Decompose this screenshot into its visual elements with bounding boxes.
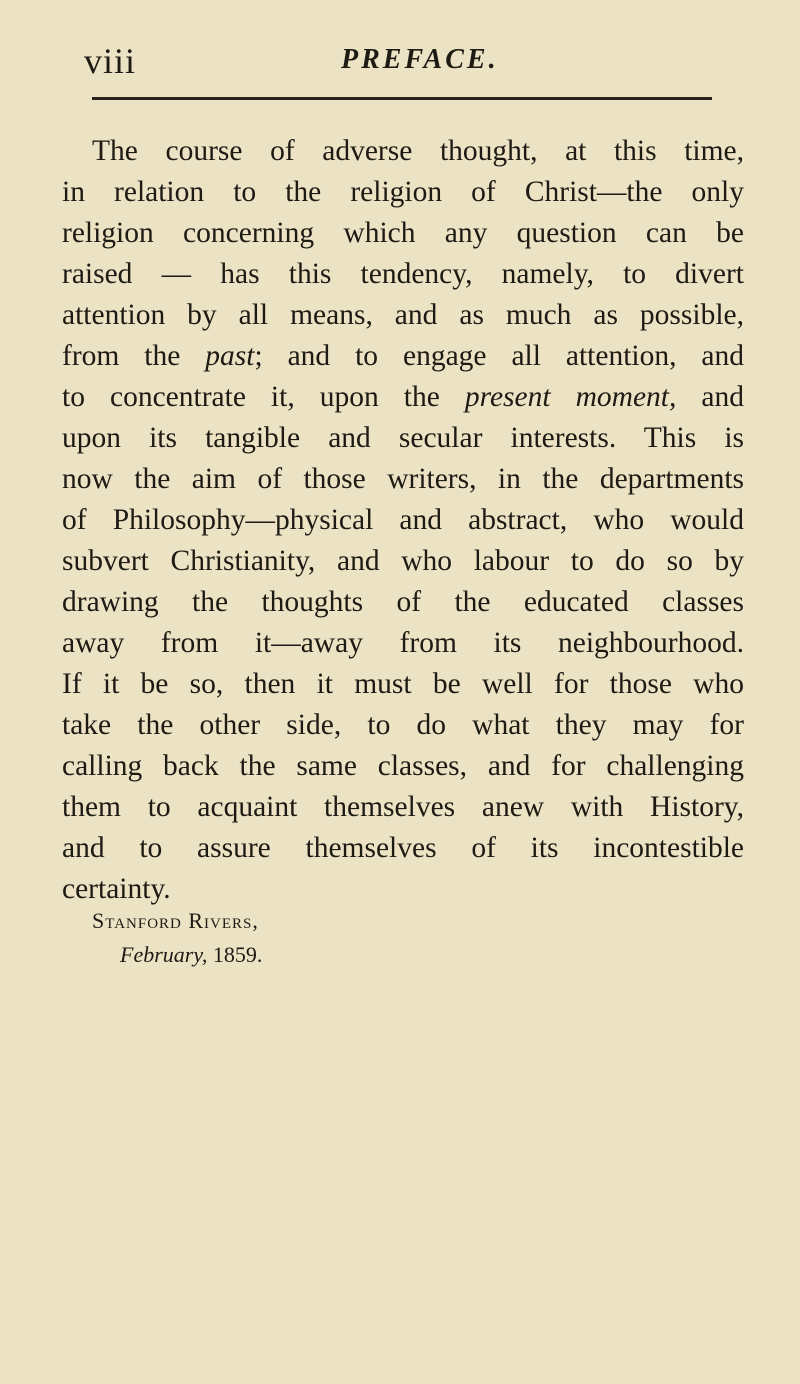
preface-paragraph <box>62 131 744 910</box>
paragraph-line: drawing the thoughts of the educated classes <box>62 586 744 618</box>
paragraph-line: now the aim of those writers, in the departments <box>62 463 744 495</box>
paragraph-line: calling back the same classes, and for challenging <box>62 750 744 782</box>
signature-date <box>92 938 492 972</box>
paragraph-line <box>62 377 744 418</box>
paragraph-line: away from it—away from its neighbourhood. <box>62 627 744 659</box>
paragraph-line: attention by all means, and as much as possible, <box>62 299 744 331</box>
line-text: from the <box>62 340 206 372</box>
line-text: ; and to engage all attention, and <box>254 340 744 372</box>
line-text: and <box>676 381 745 413</box>
signature-year: 1859. <box>207 942 263 967</box>
paragraph-line: in relation to the religion of Christ—the only <box>62 176 744 208</box>
paragraph-line: certainty. <box>62 873 171 905</box>
line-text: to concentrate it, upon the <box>62 381 465 413</box>
paragraph-line: subvert Christianity, and who labour to do so by <box>62 545 744 577</box>
paragraph-line: of Philosophy—physical and abstract, who would <box>62 504 744 536</box>
paragraph-line: The course of adverse thought, at this time, <box>92 135 744 167</box>
running-title: PREFACE. <box>341 44 499 75</box>
signature-month: February, <box>120 942 208 967</box>
paragraph-line: take the other side, to do what they may for <box>62 709 744 741</box>
emphasis-past: past <box>205 340 255 372</box>
paragraph-line: religion concerning which any question can be <box>62 217 744 249</box>
signature-place <box>92 904 492 938</box>
paragraph-line: If it be so, then it must be well for those who <box>62 668 744 700</box>
paragraph-line: upon its tangible and secular interests. This is <box>62 422 744 454</box>
signature-place-text: Stanford Rivers, <box>92 908 259 933</box>
emphasis-present-moment: present moment, <box>464 381 677 413</box>
signature-block <box>92 904 492 972</box>
page-number: viii <box>84 41 137 81</box>
paragraph-line: and to assure themselves of its incontestible <box>62 832 744 864</box>
header-rule <box>92 97 712 100</box>
running-head <box>0 40 800 84</box>
paragraph-line: them to acquaint themselves anew with History, <box>62 791 744 823</box>
paragraph-line <box>62 336 744 377</box>
paragraph-line: raised — has this tendency, namely, to divert <box>62 258 744 290</box>
